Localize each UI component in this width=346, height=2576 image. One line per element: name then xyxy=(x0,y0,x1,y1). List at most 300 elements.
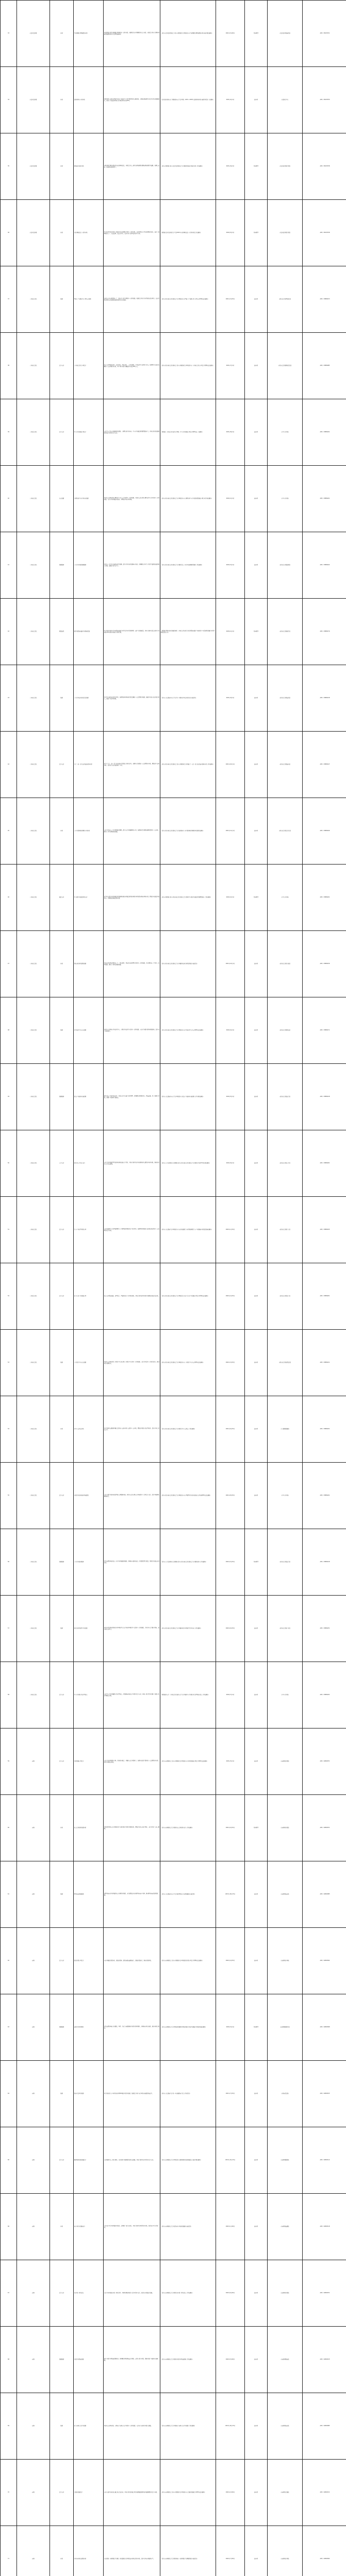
row-number: 36 xyxy=(1,200,17,266)
contact-unit-cell: 市农机化中心 xyxy=(268,67,303,133)
apply-mode-cell: 依申请 xyxy=(245,2327,268,2393)
policy-name-cell: 耕地地力保护补贴 xyxy=(74,133,104,200)
category-cell: 资金支持 xyxy=(50,333,74,399)
apply-mode-cell: 依申请 xyxy=(245,532,268,599)
category-cell: 保障服务 xyxy=(50,2327,74,2393)
policy-name-cell: 生猪规模养殖场建设补助 xyxy=(74,1,104,67)
department-cell: 工业和信息化 xyxy=(17,1130,50,1197)
department-cell: 工业和信息化 xyxy=(17,333,50,399)
effective-date-cell: 2020年1月1日 xyxy=(216,599,245,665)
policy-name-cell: 专精特新中小企业培育奖励 xyxy=(74,466,104,532)
department-cell: 商务 xyxy=(17,1928,50,1994)
category-cell: 补贴 xyxy=(50,931,74,997)
contact-unit-cell: 市农业农村委畜牧处 xyxy=(268,1,303,67)
policy-content-cell: 对新认定的国家级、市级电子商务示范企业给予一次性奖励，支持电子商务企业做大做强。 xyxy=(104,2393,160,2460)
policy-basis-cell: 《重庆市商务委员会 重庆市财政局关于印发重庆市外经贸发展专项资金管理办法的通知》 xyxy=(160,1728,216,1795)
policy-name-cell: 电子信息产业发展专项 xyxy=(74,1263,104,1330)
policy-name-cell: 工业和信息化专项资金 xyxy=(74,333,104,399)
policy-content-cell: 符合条件的软件企业和集成电路企业享受企业所得税两免三减半等优惠政策，对符合条件的重点软件企业减按10%的税率征收企业所得税。 xyxy=(104,599,160,665)
row-number: 57 xyxy=(1,1596,17,1662)
policy-name-cell: 内外贸一体化试点 xyxy=(74,2260,104,2327)
apply-mode-cell: 免申即享 xyxy=(245,1994,268,2061)
table-row xyxy=(1,399,346,466)
row-number: 58 xyxy=(1,1662,17,1728)
row-number: 34 xyxy=(1,67,17,133)
policy-content-cell: 对投保短期出口信用保险的中小微外贸企业给予保费补贴，降低企业出口收汇风险，支持企业扩大出口规模。 xyxy=(104,1795,160,1861)
department-cell: 工业和信息化 xyxy=(17,1197,50,1263)
row-number: 35 xyxy=(1,133,17,200)
policy-basis-cell: 《重庆市经济和信息化委员会关于开展制造业单项冠军企业培育工作的通知》 xyxy=(160,1596,216,1662)
category-cell: 奖励 xyxy=(50,1330,74,1396)
table-row xyxy=(1,599,346,665)
category-cell: 资金支持 xyxy=(50,1263,74,1330)
department-cell: 商务 xyxy=(17,2194,50,2260)
contact-unit-cell: 市经济信息委节能处 xyxy=(268,931,303,997)
policy-basis-cell: 《重庆市经济和信息化委员会关于加快推动工业互联网标识解析体系建设的通知》 xyxy=(160,798,216,865)
table-row xyxy=(1,1928,346,1994)
policy-content-cell: 建立外贸企业物流保障机制，协调解决国际物流运力紧张、运费上涨等问题，保障外贸产业链供应链畅通。 xyxy=(104,2327,160,2393)
contact-phone-cell: （023）89133721 xyxy=(303,1,346,67)
row-number: 60 xyxy=(1,1795,17,1861)
effective-date-cell: 2022年5月1日 xyxy=(216,1064,245,1130)
category-cell: 补贴 xyxy=(50,200,74,266)
policy-content-cell: 支持企业开展内外贸一体化经营，对同线同标同质产品企业给予支持，促进内外贸融合发展。 xyxy=(104,2260,160,2327)
department-cell: 工业和信息化 xyxy=(17,931,50,997)
effective-date-cell: 2022年3月15日 xyxy=(216,1330,245,1396)
apply-mode-cell: 依申请 xyxy=(245,2393,268,2460)
policy-name-cell: 制造业单项冠军企业奖励 xyxy=(74,1596,104,1662)
policy-content-cell: 补贴对象为拥有耕地承包权的种地农民，补贴资金以二轮承包耕地面积或确权耕地面积为依据，按照每亩统一标准直接发放到户。 xyxy=(104,133,160,200)
table-row xyxy=(1,2526,346,2576)
contact-phone-cell: （023）63899241 xyxy=(303,1662,346,1728)
contact-phone-cell: （023）62663085 xyxy=(303,1861,346,1928)
department-cell: 工业和信息化 xyxy=(17,732,50,798)
table-row xyxy=(1,2194,346,2260)
row-number: 40 xyxy=(1,466,17,532)
policy-basis-cell: 《重庆市商务委员会关于开展电子商务示范企业创建工作的通知》 xyxy=(160,2393,216,2460)
policy-basis-cell: 《重庆市经济和信息化委员会关于印发重庆市电子信息产业发展专项资金管理办法的通知》 xyxy=(160,1263,216,1330)
apply-mode-cell: 依申请 xyxy=(245,1861,268,1928)
effective-date-cell: 2021年12月15日 xyxy=(216,2393,245,2460)
policy-content-cell: 对企业购买云服务开展信息系统上云和业务上云给予一定补贴，降低企业数字化转型成本，提升企业信息化水平。 xyxy=(104,1396,160,1463)
row-number: 46 xyxy=(1,865,17,931)
row-number: 33 xyxy=(1,1,17,67)
department-cell: 工业和信息化 xyxy=(17,1662,50,1728)
policy-name-cell: 工业企业用能保障服务 xyxy=(74,532,104,599)
row-number: 50 xyxy=(1,1130,17,1197)
policy-content-cell: 对生产首台（套）重大技术装备并投保综合险的企业，按照年度保费的一定比例给予补贴，降低用户使用风险，促进重大技术装备推广应用。 xyxy=(104,732,160,798)
policy-basis-cell: 《重庆市经济和信息化委员会关于开展绿色制造体系建设的实施意见》 xyxy=(160,931,216,997)
contact-unit-cell: 市经济信息委汽车处 xyxy=(268,1197,303,1263)
apply-mode-cell: 依申请 xyxy=(245,1064,268,1130)
contact-unit-cell: 市中小企业局 xyxy=(268,1463,303,1529)
department-cell: 商务 xyxy=(17,2260,50,2327)
effective-date-cell: 2021年7月15日 xyxy=(216,2061,245,2127)
effective-date-cell: 2021年7月1日 xyxy=(216,333,245,399)
contact-unit-cell: 市经济信息委产业处 xyxy=(268,1596,303,1662)
apply-mode-cell: 依申请 xyxy=(245,2127,268,2194)
contact-unit-cell: 市中小企业局 xyxy=(268,1662,303,1728)
department-cell: 商务 xyxy=(17,1861,50,1928)
effective-date-cell: 2022年3月1日 xyxy=(216,1994,245,2061)
apply-mode-cell: 免申即享 xyxy=(245,1795,268,1861)
contact-phone-cell: （023）63899176 xyxy=(303,599,346,665)
policy-name-cell: 小微企业创业创新基地建设 xyxy=(74,1463,104,1529)
policy-basis-cell: 《财政部 税务总局 发展改革委 工业和信息化部关于促进集成电路产业和软件产业高质量发展企业所得税政策的公告》 xyxy=(160,599,216,665)
row-number: 56 xyxy=(1,1529,17,1596)
table-row xyxy=(1,532,346,599)
contact-phone-cell: （023）63899221 xyxy=(303,1396,346,1463)
policy-content-cell: 对重点工业企业实施用电用气保障，建立企业诉求快速响应机制，协调解决企业生产经营中遇到的能源供应问题，保障企业正常生产。 xyxy=(104,532,160,599)
policy-name-cell: 社区商业网点建设补贴 xyxy=(74,2526,104,2576)
table-row xyxy=(1,1596,346,1662)
row-number: 65 xyxy=(1,2127,17,2194)
policy-basis-cell: 《重庆市商务委员会关于印发促进服务业领域困难行业恢复发展若干政策措施的通知》 xyxy=(160,1994,216,2061)
policy-content-cell: 对新认定的市级智能工厂、数字化车间分别给予一次性奖励，奖励资金用于企业智能化改造项目，已获得国家级认定的按照就高原则给予补足奖励。 xyxy=(104,266,160,333)
policy-content-cell: 对新获评的国家级制造业单项冠军示范企业和单项冠军产品给予一次性奖励，引导企业专注细分领域，提升核心竞争力。 xyxy=(104,1596,160,1662)
policy-basis-cell: 《重庆市人民政府办公厅关于印发重庆市重点产业链供应链保障工作方案的通知》 xyxy=(160,1064,216,1130)
effective-date-cell: 2022年7月1日 xyxy=(216,1662,245,1728)
apply-mode-cell: 依申请 xyxy=(245,2526,268,2576)
effective-date-cell: 2021年6月15日 xyxy=(216,1396,245,1463)
policy-content-cell: 支持企业开拓国际市场、参加境外展会、开展出口信用保险等，按照实际发生费用的一定比例给予补助，促进外贸稳定增长。 xyxy=(104,1728,160,1795)
row-number: 55 xyxy=(1,1463,17,1529)
apply-mode-cell: 依申请 xyxy=(245,1263,268,1330)
effective-date-cell: 2021年11月15日 xyxy=(216,2127,245,2194)
policy-name-cell: 首台（套）重大技术装备保险补偿 xyxy=(74,732,104,798)
effective-date-cell: 2021年5月20日 xyxy=(216,1,245,67)
row-number: 52 xyxy=(1,1263,17,1330)
policy-basis-cell: 《重庆市商务委员会关于促进老字号创新发展的实施意见》 xyxy=(160,2194,216,2260)
policy-basis-cell: 《重庆市人民政府办公厅关于加快跨境电子商务发展的实施意见》 xyxy=(160,1861,216,1928)
contact-phone-cell: （023）63899085 xyxy=(303,333,346,399)
category-cell: 人才支持 xyxy=(50,1130,74,1197)
category-cell: 奖励 xyxy=(50,665,74,732)
department-cell: 商务 xyxy=(17,2460,50,2526)
table-row xyxy=(1,2260,346,2327)
policy-name-cell: 跨境电商发展奖励 xyxy=(74,1861,104,1928)
effective-date-cell: 2021年10月15日 xyxy=(216,1861,245,1928)
row-number: 63 xyxy=(1,1994,17,2061)
contact-unit-cell: 市经济信息委能源处 xyxy=(268,532,303,599)
policy-name-cell: 外贸发展专项资金 xyxy=(74,1728,104,1795)
contact-phone-cell: （023）62663118 xyxy=(303,2194,346,2260)
effective-date-cell: 2021年11月1日 xyxy=(216,798,245,865)
department-cell: 工业和信息化 xyxy=(17,266,50,333)
contact-unit-cell: 市商务委外贸处 xyxy=(268,1795,303,1861)
apply-mode-cell: 依申请 xyxy=(245,1130,268,1197)
category-cell: 奖励 xyxy=(50,1861,74,1928)
policy-name-cell: 工业企业技术改造投资奖励 xyxy=(74,665,104,732)
policy-name-cell: 会展业发展资金 xyxy=(74,2460,104,2526)
policy-basis-cell: 《财政部办公厅 工业和信息化部办公厅关于开展中小企业数字化转型城市试点工作的通知》 xyxy=(160,1662,216,1728)
table-row xyxy=(1,732,346,798)
contact-phone-cell: （023）89133728 xyxy=(303,133,346,200)
apply-mode-cell: 依申请 xyxy=(245,266,268,333)
apply-mode-cell: 依申请 xyxy=(245,931,268,997)
policy-name-cell: 汽车产业转型升级专项 xyxy=(74,1197,104,1263)
policy-basis-cell: 《重庆市经济和信息化委员会关于推进企业上云用云工作的通知》 xyxy=(160,1396,216,1463)
policy-basis-cell: 《重庆市经济和信息化委员会关于做好重点工业企业能源要素保障工作的通知》 xyxy=(160,532,216,599)
policy-basis-cell: 《重庆市经济和信息化委员会 重庆市财政局关于开展首台（套）重大技术装备保险补偿工作的通知》 xyxy=(160,732,216,798)
policy-basis-cell: 《重庆市经济和信息化委员会关于印发重庆市专精特新中小企业高质量发展专项行动计划的通知》 xyxy=(160,466,216,532)
table-row xyxy=(1,1861,346,1928)
contact-unit-cell: 市商务委流通处 xyxy=(268,2194,303,2260)
table-row xyxy=(1,2061,346,2127)
table-row xyxy=(1,466,346,532)
policy-basis-cell: 《重庆市财政局 重庆市经济和信息化委员会关于做好中小微企业融资担保降费奖补工作的通知》 xyxy=(160,865,216,931)
table-row xyxy=(1,2460,346,2526)
contact-unit-cell: 市经济信息委人才处 xyxy=(268,1130,303,1197)
row-number: 71 xyxy=(1,2526,17,2576)
table-row xyxy=(1,1463,346,1529)
apply-mode-cell: 依申请 xyxy=(245,2460,268,2526)
policy-name-cell: 工业企业稳岗服务 xyxy=(74,1529,104,1596)
department-cell: 工业和信息化 xyxy=(17,399,50,466)
contact-phone-cell: （023）62663112 xyxy=(303,2127,346,2194)
policy-content-cell: 对实际承担农资价格上涨成本的实际种粮者给予一次性补贴，包括利用自有承包地种粮的农民，流转土地种粮的大户、家庭农场、农民合作社、农业企业等新型农业经营主体。 xyxy=(104,200,160,266)
category-cell: 奖励 xyxy=(50,997,74,1064)
policy-basis-cell: 《重庆市经济和信息化委员会关于印发重庆市工业设计中心认定管理办法的通知》 xyxy=(160,1330,216,1396)
contact-unit-cell: 市招商投资局 xyxy=(268,2061,303,2127)
apply-mode-cell: 依申请 xyxy=(245,732,268,798)
contact-unit-cell: 市经济信息委软件处 xyxy=(268,599,303,665)
contact-phone-cell: （023）63899211 xyxy=(303,1330,346,1396)
effective-date-cell: 2021年8月15日 xyxy=(216,1463,245,1529)
category-cell: 资金支持 xyxy=(50,1928,74,1994)
row-number: 64 xyxy=(1,2061,17,2127)
policy-basis-cell: 《重庆市经济和信息化委员会关于印发重庆市小型微型企业创业创新示范基地管理办法的通知》 xyxy=(160,1463,216,1529)
contact-unit-cell: 市商务委服贸处 xyxy=(268,2127,303,2194)
department-cell: 商务 xyxy=(17,2127,50,2194)
contact-phone-cell: （023）63899241 xyxy=(303,865,346,931)
policy-name-cell: 企业上云用云补贴 xyxy=(74,1396,104,1463)
category-cell: 资金支持 xyxy=(50,1662,74,1728)
contact-unit-cell: 市经济信息委装备处 xyxy=(268,732,303,798)
contact-unit-cell: 市中小企业局 xyxy=(268,399,303,466)
table-row xyxy=(1,1330,346,1396)
apply-mode-cell: 依申请 xyxy=(245,997,268,1064)
department-cell: 工业和信息化 xyxy=(17,865,50,931)
policy-basis-cell: 《重庆市财政局 重庆市农业农村委员会关于做好耕地地力保护补贴工作的通知》 xyxy=(160,133,216,200)
policy-basis-cell: 《重庆市商务委员会关于做好出口信用保险支持工作的通知》 xyxy=(160,1795,216,1861)
contact-unit-cell: 市经济信息委规划投资处 xyxy=(268,333,303,399)
category-cell: 保障服务 xyxy=(50,1529,74,1596)
effective-date-cell: 2022年2月1日 xyxy=(216,865,245,931)
effective-date-cell: 2022年1月1日 xyxy=(216,466,245,532)
table-row xyxy=(1,1728,346,1795)
policy-content-cell: 对购置列入补贴范围机具的农户和农业生产经营组织给予定额补贴，补贴标准按照当年机具分档补贴额执行，原则上不超过同类机具市场销售均价的30%。 xyxy=(104,67,160,133)
category-cell: 补贴 xyxy=(50,2194,74,2260)
apply-mode-cell: 依申请 xyxy=(245,1928,268,1994)
policy-basis-cell: 《重庆市经济和信息化委员会 重庆市财政局关于印发重庆市工业和信息化专项资金管理办法的通知》 xyxy=(160,333,216,399)
policy-name-cell: 工业设计中心认定奖励 xyxy=(74,1330,104,1396)
contact-phone-cell: （023）62663098 xyxy=(303,1994,346,2061)
policy-name-cell: 实际种粮农民一次性补贴 xyxy=(74,200,104,266)
contact-unit-cell: 市农业农村委计财处 xyxy=(268,133,303,200)
policy-content-cell: 对新认定的国家企业技术中心、市级企业技术中心给予一次性奖励，支持企业建立健全研发机构，提升自主创新能力。 xyxy=(104,997,160,1064)
contact-unit-cell: 市商务委电商处 xyxy=(268,2393,303,2460)
apply-mode-cell: 依申请 xyxy=(245,399,268,466)
effective-date-cell: 2021年5月1日 xyxy=(216,1728,245,1795)
policy-content-cell: 支持新能源汽车和智能网联汽车关键零部件研发及产业化项目，按照项目研发投入和设备投资给予一定比例的资金补助。 xyxy=(104,1197,160,1263)
effective-date-cell: 2021年8月1日 xyxy=(216,399,245,466)
department-cell: 工业和信息化 xyxy=(17,665,50,732)
category-cell: 税费减免 xyxy=(50,599,74,665)
effective-date-cell: 2022年5月1日 xyxy=(216,200,245,266)
policy-content-cell: 支持中小企业开展数字化转型试点，对服务商和试点企业给予资金支持，形成一批可复制可推广的数字化转型解决方案。 xyxy=(104,1662,160,1728)
apply-mode-cell: 依申请 xyxy=(245,665,268,732)
policy-content-cell: 建立重点产业链“链长制”，对重点企业实施白名单管理，协调解决原材料供应、物流运输、用工保障等问题，保障产业链供应链稳定。 xyxy=(104,1064,160,1130)
row-number: 43 xyxy=(1,665,17,732)
policy-name-cell: 中小企业数字化转型试点 xyxy=(74,1662,104,1728)
effective-date-cell: 2022年2月20日 xyxy=(216,2460,245,2526)
contact-phone-cell: （023）62663092 xyxy=(303,2526,346,2576)
apply-mode-cell: 依申请 xyxy=(245,1728,268,1795)
effective-date-cell: 2022年3月1日 xyxy=(216,532,245,599)
row-number: 38 xyxy=(1,333,17,399)
contact-unit-cell: 市商务委服务业处 xyxy=(268,1994,303,2061)
department-cell: 商务 xyxy=(17,2393,50,2460)
row-number: 47 xyxy=(1,931,17,997)
category-cell: 资金支持 xyxy=(50,2460,74,2526)
table-row xyxy=(1,2327,346,2393)
row-number: 44 xyxy=(1,732,17,798)
row-number: 67 xyxy=(1,2260,17,2327)
category-cell: 补贴 xyxy=(50,67,74,133)
contact-unit-cell: 市经济信息委电子处 xyxy=(268,1263,303,1330)
policy-content-cell: 支持老字号企业开展传承创新、品牌推广和门店改造，对符合条件的项目给予补贴，促进老字号守正创新。 xyxy=(104,2194,160,2260)
department-cell: 工业和信息化 xyxy=(17,1529,50,1596)
table-row xyxy=(1,1,346,67)
effective-date-cell: 2022年4月15日 xyxy=(216,1928,245,1994)
effective-date-cell: 2022年5月20日 xyxy=(216,2327,245,2393)
contact-phone-cell: （023）63899166 xyxy=(303,798,346,865)
policy-content-cell: 对引进的重大产业项目和世界500强企业给予奖励，奖励资金用于支持项目落地建设和运营。 xyxy=(104,2061,160,2127)
policy-content-cell: 重点支持集成电路、新型显示、智能终端等产业项目建设，对符合条件的项目给予贷款贴息和投资补助。 xyxy=(104,1263,160,1330)
department-cell: 工业和信息化 xyxy=(17,1463,50,1529)
table-row xyxy=(1,1396,346,1463)
policy-content-cell: 支持开展促消费活动、发放消费券、建设商贸流通设施等，激发消费潜力，推动消费升级。 xyxy=(104,1928,160,1994)
category-cell: 资金支持 xyxy=(50,732,74,798)
category-cell: 补贴 xyxy=(50,1795,74,1861)
apply-mode-cell: 免申即享 xyxy=(245,1,268,67)
contact-phone-cell: （023）62663092 xyxy=(303,1928,346,1994)
apply-mode-cell: 免申即享 xyxy=(245,865,268,931)
department-cell: 商务 xyxy=(17,1994,50,2061)
category-cell: 资金支持 xyxy=(50,1728,74,1795)
department-cell: 商务 xyxy=(17,2526,50,2576)
policy-basis-cell: 《重庆市农业农村委员会 重庆市财政局关于印发重庆市生猪规模养殖场建设补助实施方案的通知》 xyxy=(160,1,216,67)
policy-content-cell: 对新认定的国家级专精特新“小巨人”企业给予一次性奖励，对新认定的市级专精特新中小企业给予一次性奖励，支持企业开展技术创新、管理提升和市场开拓。 xyxy=(104,466,160,532)
category-cell: 补贴 xyxy=(50,133,74,200)
apply-mode-cell: 依申请 xyxy=(245,1330,268,1396)
effective-date-cell: 2021年6月1日 xyxy=(216,133,245,200)
contact-unit-cell: 市商务委会展处 xyxy=(268,2460,303,2526)
effective-date-cell: 2021年9月1日 xyxy=(216,665,245,732)
policy-name-cell: 重点产业链供应链保障 xyxy=(74,1064,104,1130)
apply-mode-cell: 依申请 xyxy=(245,1463,268,1529)
category-cell: 资金支持 xyxy=(50,399,74,466)
policy-name-cell: 中小微企业融资担保支持 xyxy=(74,865,104,931)
effective-date-cell: 2021年9月15日 xyxy=(216,1795,245,1861)
contact-unit-cell: 市经济信息委消费品处 xyxy=(268,1330,303,1396)
table-row xyxy=(1,266,346,333)
department-cell: 工业和信息化 xyxy=(17,798,50,865)
category-cell: 补贴 xyxy=(50,1,74,67)
apply-mode-cell: 依申请 xyxy=(245,1396,268,1463)
policy-content-cell: 对为中小微企业提供融资担保服务的政府性融资担保机构给予担保费补贴和风险补偿，降低企业融资担保费率，缓解融资难融资贵问题。 xyxy=(104,865,160,931)
policy-name-cell: 促进消费专项资金 xyxy=(74,1928,104,1994)
policy-content-cell: 支持小微企业创业创新基地完善服务功能，对经认定的市级示范基地给予一次性资金支持，提升基地孵化服务能力。 xyxy=(104,1463,160,1529)
policy-basis-cell: 《财政部 工业和信息化部关于印发〈中小企业发展专项资金管理办法〉的通知》 xyxy=(160,399,216,466)
policy-name-cell: 农机购置与应用补贴 xyxy=(74,67,104,133)
contact-phone-cell: （023）62663125 xyxy=(303,2327,346,2393)
contact-unit-cell: 市中小企业局 xyxy=(268,466,303,532)
policy-content-cell: 对企业实施的技术改造项目，按照设备购置和软件投资额的一定比例给予奖励，鼓励企业加大技术改造投入，推动产业转型升级。 xyxy=(104,665,160,732)
policy-basis-cell: 《重庆市经济和信息化委员会关于印发重庆市企业技术中心认定管理办法的通知》 xyxy=(160,997,216,1064)
department-cell: 工业和信息化 xyxy=(17,466,50,532)
policy-name-cell: 中小企业发展专项资金 xyxy=(74,399,104,466)
policy-basis-cell: 《重庆市商务委员会关于印发重庆市服务贸易创新发展试点实施方案的通知》 xyxy=(160,2127,216,2194)
apply-mode-cell: 免申即享 xyxy=(245,599,268,665)
policy-content-cell: 重点支持智能化改造、技术改造、绿色制造、工业互联网、企业技术中心建设等方向，按照项目实际投资额的一定比例给予补助，单个项目补助金额最高不超过500万元。 xyxy=(104,333,160,399)
apply-mode-cell: 依申请 xyxy=(245,1662,268,1728)
row-number: 54 xyxy=(1,1396,17,1463)
table-row xyxy=(1,2127,346,2194)
contact-phone-cell: （023）62663131 xyxy=(303,2460,346,2526)
contact-unit-cell: 市商务委外贸处 xyxy=(268,2260,303,2327)
contact-phone-cell: （023）63899241 xyxy=(303,1463,346,1529)
policy-name-cell: 工业互联网标识解析应用补贴 xyxy=(74,798,104,865)
contact-phone-cell: （023）62663105 xyxy=(303,2061,346,2127)
effective-date-cell: 2022年4月1日 xyxy=(216,997,245,1064)
effective-date-cell: 2021年12月1日 xyxy=(216,931,245,997)
apply-mode-cell: 依申请 xyxy=(245,67,268,133)
row-number: 51 xyxy=(1,1197,17,1263)
policy-content-cell: 支持服务外包、数字贸易、文化贸易等服务贸易新业态发展，对符合条件的企业给予资金支持。 xyxy=(104,2127,160,2194)
contact-unit-cell: 市经济信息委信息化处 xyxy=(268,798,303,865)
apply-mode-cell: 依申请 xyxy=(245,2194,268,2260)
row-number: 41 xyxy=(1,532,17,599)
apply-mode-cell: 依申请 xyxy=(245,1596,268,1662)
row-number: 42 xyxy=(1,599,17,665)
contact-phone-cell: （023）63899241 xyxy=(303,399,346,466)
policy-basis-cell: 《重庆市商务委员会关于推进城市一刻钟便民生活圈建设的实施意见》 xyxy=(160,2526,216,2576)
category-cell: 认定奖励 xyxy=(50,466,74,532)
contact-phone-cell: （023）62663071 xyxy=(303,2260,346,2327)
table-row xyxy=(1,865,346,931)
apply-mode-cell: 免申即享 xyxy=(245,1529,268,1596)
apply-mode-cell: 免申即享 xyxy=(245,133,268,200)
department-cell: 商务 xyxy=(17,1795,50,1861)
effective-date-cell: 2022年1月20日 xyxy=(216,2194,245,2260)
department-cell: 工业和信息化 xyxy=(17,1596,50,1662)
department-cell: 市农业农村委 xyxy=(17,200,50,266)
row-number: 39 xyxy=(1,399,17,466)
contact-phone-cell: （023）63899181 xyxy=(303,1130,346,1197)
policy-basis-cell: 《重庆市人民政府关于印发重庆市支持新能源汽车和智能网联汽车产业发展若干政策措施的通知》 xyxy=(160,1197,216,1263)
contact-phone-cell: （023）63899128 xyxy=(303,1529,346,1596)
effective-date-cell: 2021年4月1日 xyxy=(216,67,245,133)
policy-basis-cell: 《重庆市经济和信息化委员会关于印发重庆市智能工厂和数字化车间认定管理办法的通知》 xyxy=(160,266,216,333)
row-number: 70 xyxy=(1,2460,17,2526)
policy-name-cell: 外贸企业物流保障 xyxy=(74,2327,104,2393)
row-number: 53 xyxy=(1,1330,17,1396)
effective-date-cell: 2022年6月15日 xyxy=(216,1596,245,1662)
apply-mode-cell: 依申请 xyxy=(245,466,268,532)
contact-phone-cell: （023）63899156 xyxy=(303,931,346,997)
